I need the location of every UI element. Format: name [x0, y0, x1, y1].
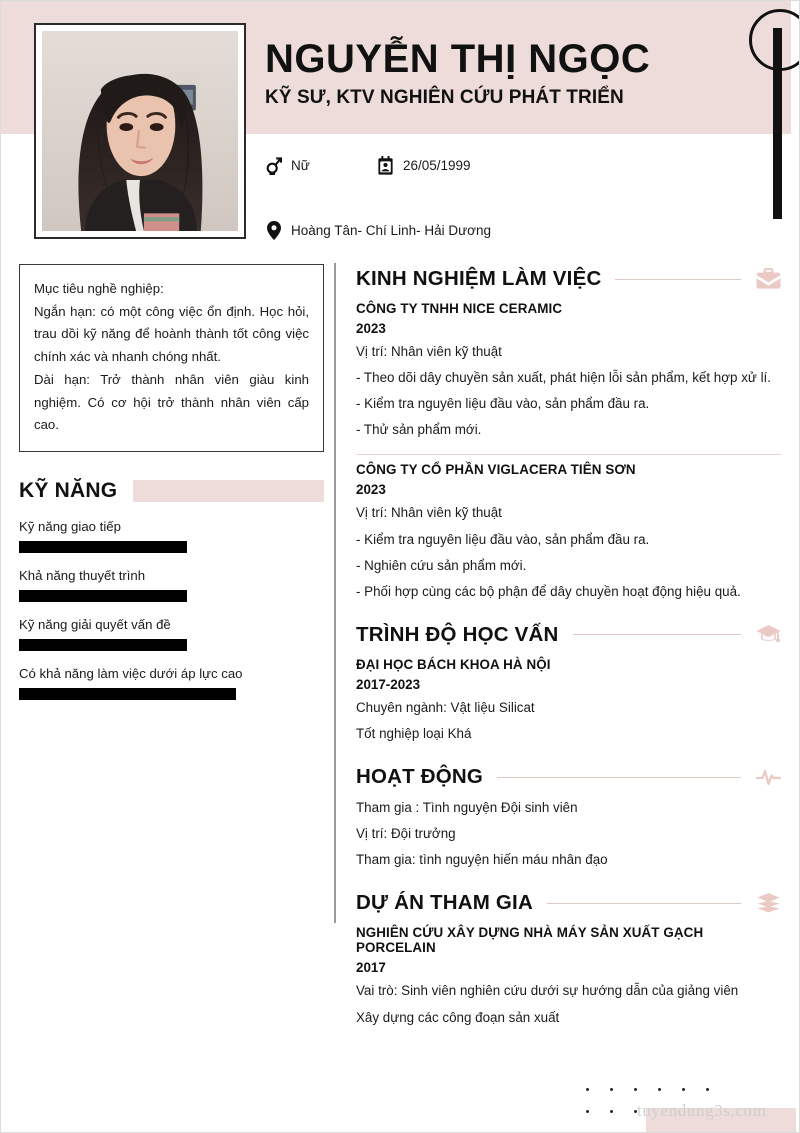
dot: [610, 1110, 613, 1113]
dot: [586, 1110, 589, 1113]
project-line: Xây dựng các công đoạn sản xuất: [356, 1009, 560, 1025]
spacer: [356, 870, 781, 888]
projects-header: [356, 888, 781, 918]
watermark-text: tuyendung3s.com: [637, 1101, 767, 1120]
duty-line: - Theo dõi dây chuyền sản xuất, phát hiện lỗi sản phẩm, kết hợp xử lí.: [356, 370, 771, 386]
activities-title: HOẠT ĐỘNG: [356, 765, 484, 789]
skill-label: Có khả năng làm việc dưới áp lực cao: [19, 665, 243, 681]
graduation-cap-icon: [755, 623, 781, 647]
job-title: KỸ SƯ, KTV NGHIÊN CỨU PHÁT TRIỂN: [265, 86, 624, 108]
skill-fill: [19, 590, 187, 602]
school-date: 2017-2023: [356, 676, 421, 692]
school-name: ĐẠI HỌC BÁCH KHOA HÀ NỘI: [356, 656, 551, 672]
duty-line: - Kiểm tra nguyên liệu đầu vào, sản phẩm đầu ra.: [356, 531, 650, 547]
education-line: Tốt nghiệp loại Khá: [356, 725, 472, 741]
dot: [610, 1088, 613, 1091]
section-rule: [547, 903, 741, 904]
career-objective-box: [19, 264, 324, 452]
skill-fill: [19, 639, 187, 651]
education-line: Chuyên ngành: Vật liệu Silicat: [356, 699, 535, 715]
skill-label: Khả năng thuyết trình: [19, 567, 146, 583]
objective-line: Ngắn hạn: có một công việc ổn định. Học hỏi, trau dồi kỹ năng để hoành thành tốt công việc chính xác và nhanh chóng nhất.: [34, 303, 309, 365]
activities-section: [356, 762, 781, 870]
experience-title: KINH NGHIỆM LÀM VIỆC: [356, 267, 602, 290]
project-name: NGHIÊN CỨU XÂY DỰNG NHÀ MÁY SẢN XUẤT GẠCH PORCELAIN: [356, 925, 704, 956]
pulse-icon: [755, 765, 781, 789]
contact-address: [265, 221, 491, 240]
objective-line: Dài hạn: Trở thành nhân viên giàu kinh nghiệm. Có cơ hội trở thành nhân viên cấp cao.: [34, 371, 309, 433]
gender-value: Nữ: [291, 158, 310, 173]
skill-label: Kỹ năng giải quyết vấn đề: [19, 616, 171, 632]
skill-item: [19, 568, 324, 602]
company-date: 2023: [356, 482, 386, 498]
position-line: Vị trí: Nhân viên kỹ thuật: [356, 505, 502, 521]
section-rule: [497, 777, 741, 778]
skills-header: [19, 478, 324, 504]
profile-photo-frame: [34, 23, 246, 239]
dot: [586, 1088, 589, 1091]
skill-track: [19, 688, 324, 700]
position-line: Vị trí: Nhân viên kỹ thuật: [356, 344, 502, 359]
experience-header: [356, 264, 781, 294]
duty-line: - Phối hợp cùng các bộ phận để dây chuyền hoạt động hiệu quả.: [356, 583, 741, 599]
project-date: 2017: [356, 960, 386, 976]
dot: [658, 1088, 661, 1091]
section-rule: [573, 634, 741, 635]
skill-item: [19, 666, 324, 700]
birthdate-value: 26/05/1999: [403, 158, 471, 173]
skill-item: [19, 519, 324, 553]
duty-line: - Kiểm tra nguyên liệu đầu vào, sản phẩm đầu ra.: [356, 396, 650, 412]
spacer: [356, 744, 781, 762]
duty-line: - Nghiên cứu sản phẩm mới.: [356, 557, 527, 573]
gender-icon: [265, 156, 282, 175]
entry-separator: [356, 454, 781, 455]
activity-line: Tham gia: tình nguyện hiến máu nhân đạo: [356, 852, 608, 868]
skill-track: [19, 541, 324, 553]
contact-gender: [265, 156, 310, 175]
skills-title: KỸ NĂNG: [19, 478, 118, 502]
skill-item: [19, 617, 324, 651]
briefcase-icon: [755, 267, 781, 291]
decorative-vertical-bar: [773, 28, 782, 219]
company-date: 2023: [356, 321, 386, 336]
skill-fill: [19, 541, 187, 553]
skill-track: [19, 590, 324, 602]
dot: [706, 1088, 709, 1091]
skill-label: Kỹ năng giao tiếp: [19, 518, 121, 534]
activity-line: Tham gia : Tình nguyện Đội sinh viên: [356, 800, 578, 816]
left-column: [19, 264, 324, 700]
page-title: NGUYỄN THỊ NGỌC: [265, 37, 651, 81]
id-card-icon: [377, 156, 394, 175]
projects-title: DỰ ÁN THAM GIA: [356, 891, 533, 915]
profile-photo: [42, 31, 238, 231]
company-name: CÔNG TY CỔ PHẦN VIGLACERA TIÊN SƠN: [356, 462, 636, 478]
company-name: CÔNG TY TNHH NICE CERAMIC: [356, 301, 563, 316]
skill-track: [19, 639, 324, 651]
dot: [682, 1088, 685, 1091]
location-pin-icon: [265, 221, 282, 240]
projects-section: [356, 888, 781, 1027]
skill-fill: [19, 688, 236, 700]
objective-line: Mục tiêu nghề nghiệp:: [34, 281, 164, 296]
spacer: [356, 602, 781, 620]
education-header: [356, 620, 781, 650]
skills-title-accent-bar: [133, 480, 324, 502]
skills-section: [19, 478, 324, 700]
duty-line: - Thử sản phẩm mới.: [356, 422, 482, 438]
project-line: Vai trò: Sinh viên nghiên cứu dưới sự hướng dẫn của giảng viên: [356, 983, 739, 999]
education-section: [356, 620, 781, 744]
experience-section: [356, 264, 781, 602]
column-divider: [334, 263, 336, 923]
address-value: Hoàng Tân- Chí Linh- Hải Dương: [291, 223, 491, 238]
section-rule: [615, 279, 741, 280]
right-column: [356, 264, 781, 1028]
activity-line: Vị trí: Đội trưởng: [356, 826, 456, 842]
dot: [634, 1088, 637, 1091]
layers-icon: [755, 891, 781, 915]
education-title: TRÌNH ĐỘ HỌC VẤN: [356, 622, 559, 646]
activities-header: [356, 762, 781, 792]
contact-birthdate: [377, 156, 471, 175]
name-block: [265, 39, 735, 109]
